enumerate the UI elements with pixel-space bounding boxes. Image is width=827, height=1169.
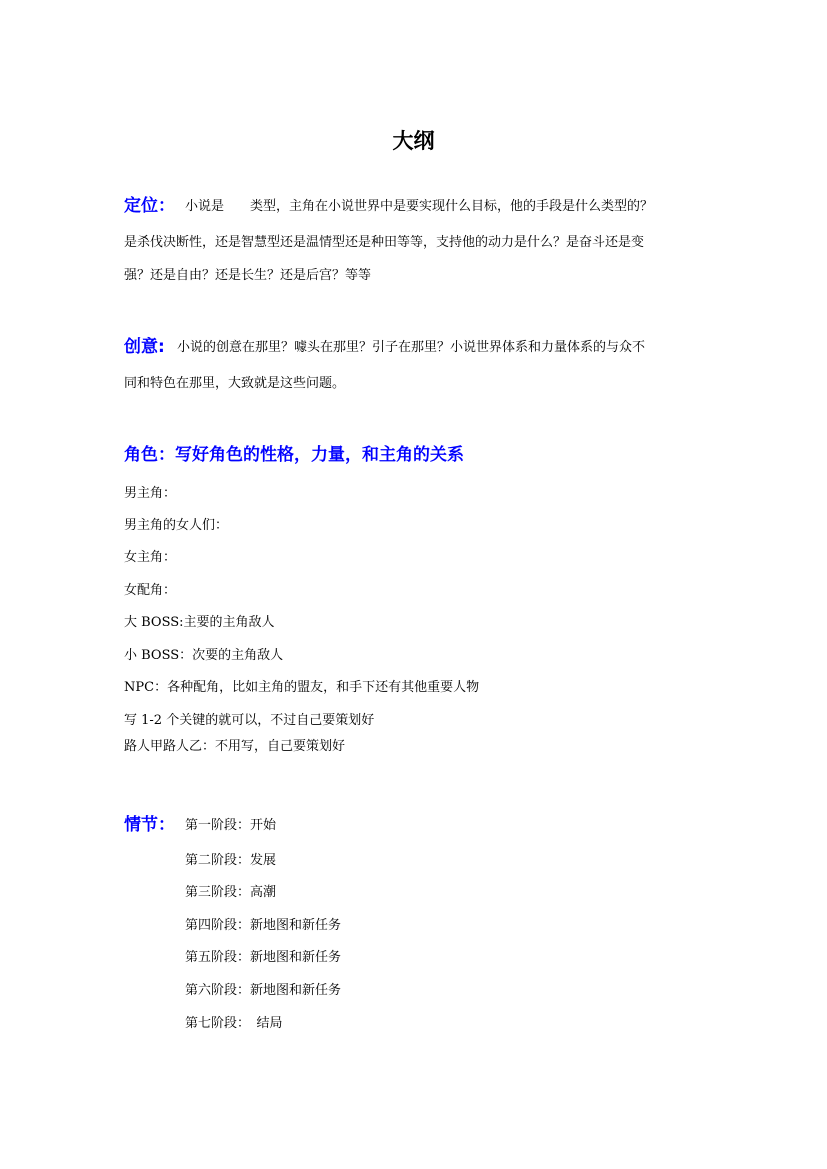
plot-stage: 第四阶段：新地图和新任务: [185, 918, 342, 933]
positioning-line-1: 小说是 类型，主角在小说世界中是要实现什么目标，他的手段是什么类型的？: [185, 199, 654, 214]
role-item: 小 BOSS：次要的主角敌人: [124, 648, 284, 663]
plot-stage: 第六阶段：新地图和新任务: [185, 983, 342, 998]
creativity-line-1: 小说的创意在那里？噱头在那里？引子在那里？小说世界体系和力量体系的与众不: [177, 340, 646, 355]
plot-stage: 第七阶段： 结局: [185, 1016, 283, 1031]
plot-stage: 第一阶段：开始: [185, 818, 277, 833]
role-item: 路人甲路人乙：不用写，自己要策划好: [124, 739, 346, 754]
role-item: 男主角：: [124, 486, 177, 501]
role-item: 女主角：: [124, 550, 177, 565]
creativity-label: 创意:: [124, 337, 165, 357]
roles-heading: 角色：写好角色的性格，力量，和主角的关系: [124, 445, 464, 465]
plot-stage: 第三阶段：高潮: [185, 885, 277, 900]
plot-stage: 第二阶段：发展: [185, 853, 277, 868]
role-item: 写 1-2 个关键的就可以，不过自己要策划好: [124, 713, 375, 728]
role-item: 男主角的女人们：: [124, 518, 229, 533]
plot-label: 情节：: [124, 815, 175, 835]
creativity-line-2: 同和特色在那里，大致就是这些问题。: [124, 376, 346, 391]
role-item: 女配角：: [124, 583, 177, 598]
positioning-line-3: 强？还是自由？还是长生？还是后宫？等等: [124, 268, 372, 283]
role-item: 大 BOSS:主要的主角敌人: [124, 615, 275, 630]
plot-stage: 第五阶段：新地图和新任务: [185, 950, 342, 965]
document-title: 大纲: [392, 129, 435, 153]
positioning-label: 定位：: [124, 196, 175, 216]
role-item: NPC：各种配角，比如主角的盟友，和手下还有其他重要人物: [124, 680, 480, 695]
positioning-line-2: 是杀伐决断性，还是智慧型还是温情型还是种田等等，支持他的动力是什么？是奋斗还是变: [124, 235, 645, 250]
